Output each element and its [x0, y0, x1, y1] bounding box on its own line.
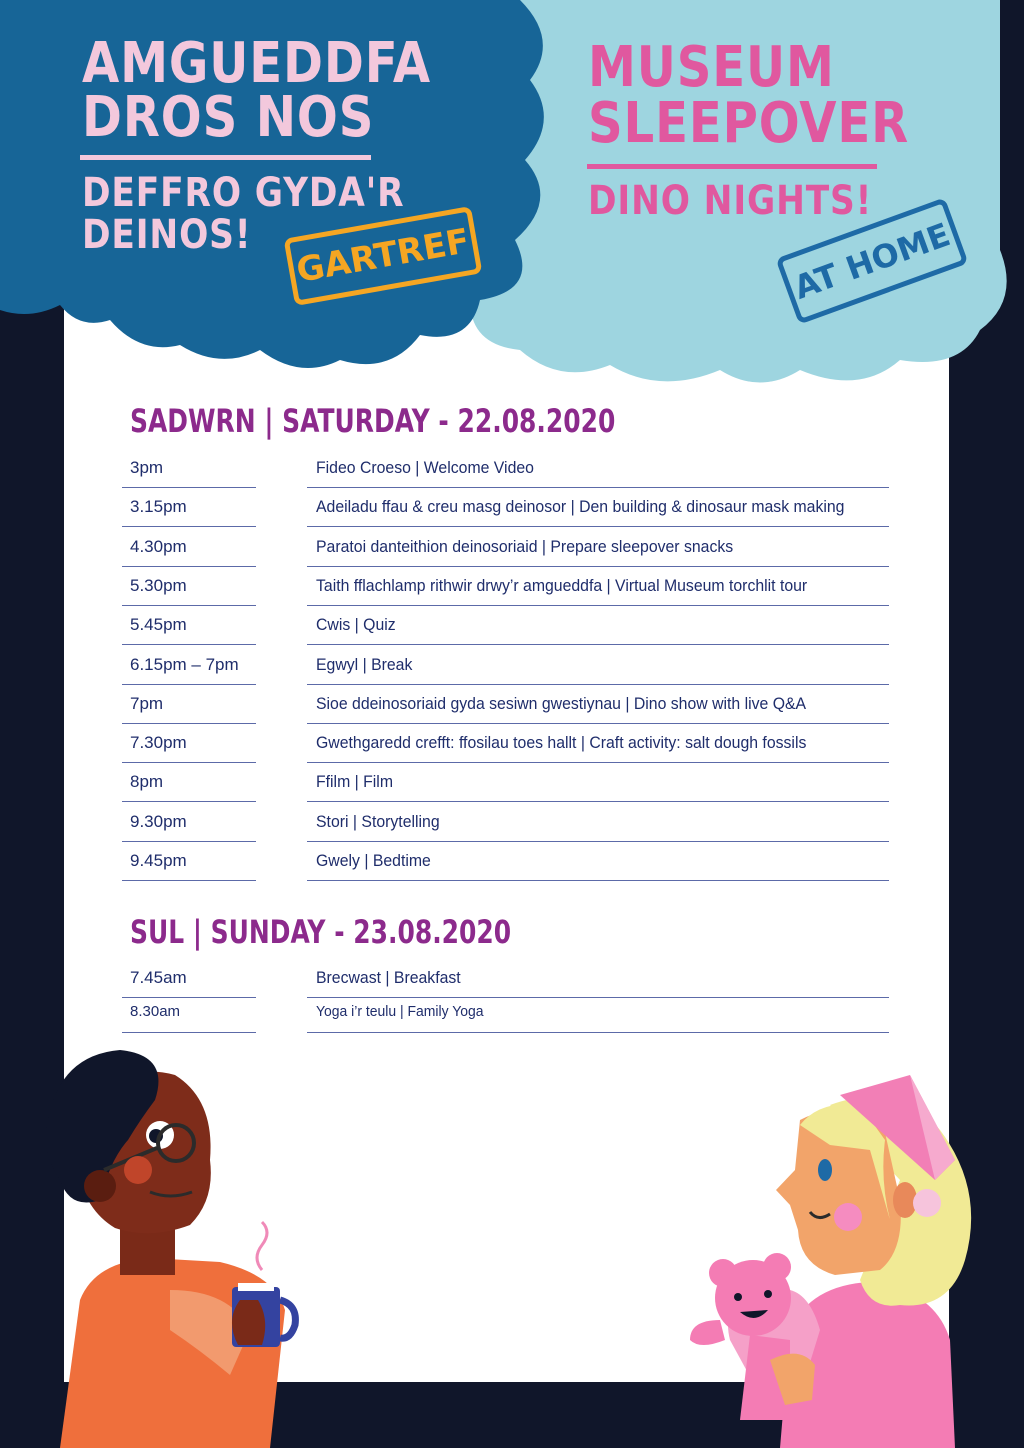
schedule-activity: Egwyl | Break — [316, 654, 413, 674]
schedule-activity: Adeiladu ffau & creu masg deinosor | Den building & dinosaur mask making — [316, 497, 845, 517]
boy-with-mug-illustration — [46, 1050, 296, 1448]
schedule-time: 6.15pm – 7pm — [130, 654, 239, 674]
schedule-time: 4.30pm — [130, 536, 187, 556]
schedule-time: 7.45am — [130, 968, 187, 987]
schedule-time: 3pm — [130, 458, 164, 477]
schedule-activity: Sioe ddeinosoriaid gyda sesiwn gwestiynau | Dino show with live Q&A — [316, 693, 807, 713]
schedule-time: 5.45pm — [130, 615, 187, 635]
schedule-activity: Cwis | Quiz — [316, 615, 396, 635]
schedule-time: 8pm — [130, 772, 164, 792]
sunday-heading: SUL | SUNDAY - 23.08.2020 — [130, 913, 512, 951]
schedule-time: 9.45pm — [130, 851, 187, 870]
welsh-title-line2: DROS NOS — [82, 85, 375, 150]
schedule-activity: Stori | Storytelling — [316, 811, 440, 831]
schedule-time: 7pm — [130, 693, 164, 713]
schedule-activity: Ffilm | Film — [316, 772, 394, 792]
english-subtitle: DINO NIGHTS! — [588, 178, 873, 224]
schedule-time: 5.30pm — [130, 575, 187, 595]
welsh-title-line1: AMGUEDDFA — [82, 31, 432, 96]
schedule-activity: Yoga i’r teulu | Family Yoga — [316, 1003, 484, 1020]
schedule-activity: Gwethgaredd crefft: ffosilau toes hallt | Craft activity: salt dough fossils — [316, 733, 807, 753]
schedule-activity: Taith fflachlamp rithwir drwy’r amgueddfa | Virtual Museum torchlit tour — [316, 575, 808, 595]
schedule-activity: Brecwast | Breakfast — [316, 968, 461, 987]
schedule-activity: Paratoi danteithion deinosoriaid | Prepare sleepover snacks — [316, 536, 734, 556]
schedule-time: 9.30pm — [130, 811, 187, 831]
at-home-stamp: AT HOME — [775, 197, 968, 324]
girl-with-teddy-illustration — [690, 1075, 971, 1448]
schedule-time: 7.30pm — [130, 733, 187, 753]
welsh-subtitle-line2: DEINOS! — [82, 212, 252, 258]
schedule-time: 3.15pm — [130, 497, 187, 517]
english-title-line2: SLEEPOVER — [588, 91, 910, 156]
schedule-activity: Fideo Croeso | Welcome Video — [316, 458, 534, 477]
schedule-time: 8.30am — [130, 1003, 181, 1020]
welsh-subtitle-line1: DEFFRO GYDA'R — [82, 170, 405, 216]
english-title-line1: MUSEUM — [588, 35, 835, 100]
schedule-activity: Gwely | Bedtime — [316, 851, 431, 870]
gartref-stamp: GARTREF — [284, 206, 483, 306]
saturday-heading: SADWRN | SATURDAY - 22.08.2020 — [130, 402, 616, 440]
